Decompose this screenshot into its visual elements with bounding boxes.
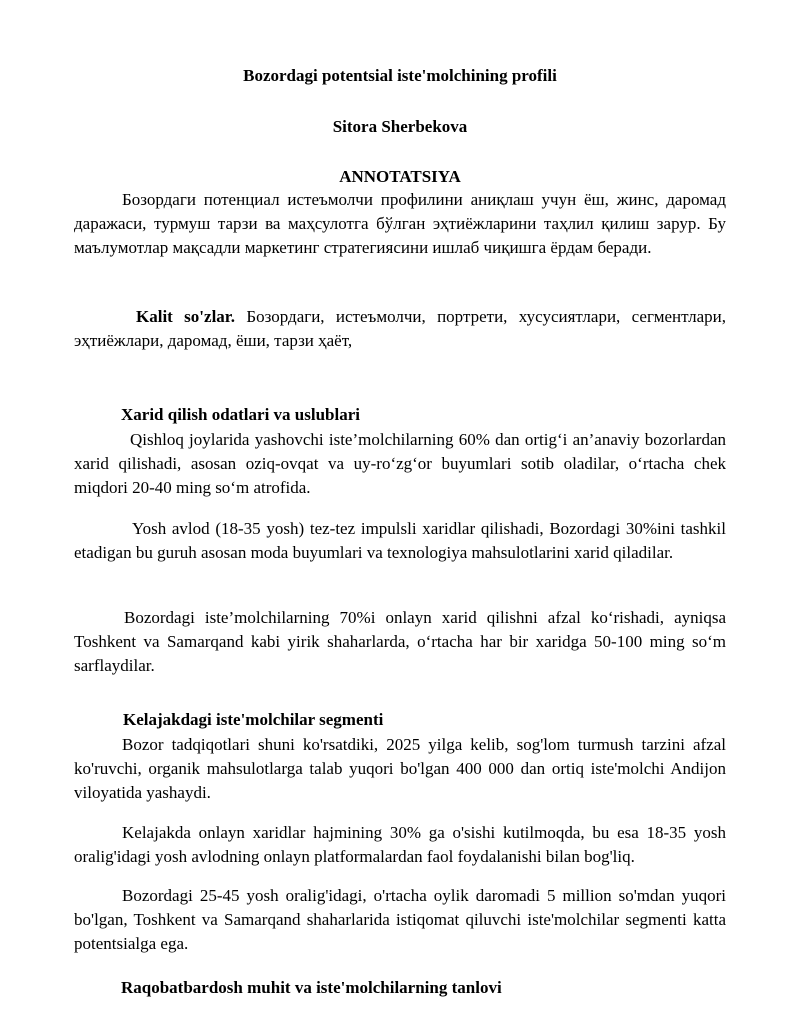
annotation-text: Бозордаги потенциал истеъмолчи профилини аниқлаш учун ёш, жинс, даромад даражаси, турмуш тарзи ва маҳсулотга бўлган эҳтиёжларини таҳлил қилиш зарур. Бу маълумотлар мақсадли маркетинг стратегиясини ишлаб чиқишга ёрдам беради. <box>74 190 726 257</box>
keywords-text: Бозордаги, истеъмолчи, портрети, хусусиятлари, сегментлари, эҳтиёжлари, даромад, ёши, тарзи ҳаёт, <box>74 307 726 350</box>
paragraph: Qishloq joylarida yashovchi iste’molchilarning 60% dan ortig‘i an’anaviy bozorlardan xarid qilishadi, asosan oziq-ovqat va uy-ro‘zg‘or buyumlari sotib oladilar, o‘rtacha chek miqdori 20-40 ming so‘m atrofida. <box>74 430 726 497</box>
paragraph: Kelajakda onlayn xaridlar hajmining 30% ga o'sishi kutilmoqda, bu esa 18-35 yosh oralig'idagi yosh avlodning onlayn platformalardan faol foydalanishi bilan bog'liq. <box>74 823 726 866</box>
keywords-label: Kalit so'zlar. <box>136 307 236 326</box>
annotation-heading: ANNOTATSIYA <box>339 167 461 186</box>
paragraph: Bozor tadqiqotlari shuni ko'rsatdiki, 2025 yilga kelib, sog'lom turmush tarzini afzal ko'ruvchi, organik mahsulotlarga talab yuqori bo'lgan 400 000 dan ortiq iste'molchi Andijon viloyatida yashaydi. <box>74 735 726 802</box>
paragraph: Yosh avlod (18-35 yosh) tez-tez impulsli xaridlar qilishadi, Bozordagi 30%ini tashkil etadigan bu guruh asosan moda buyumlari va texnologiya mahsulotlarini xarid qiladilar. <box>74 519 726 562</box>
keywords-paragraph <box>74 305 726 353</box>
section-heading-future-segment: Kelajakdagi iste'molchilar segmenti <box>123 710 384 729</box>
document-title: Bozordagi potentsial iste'molchining profili <box>243 66 557 85</box>
paragraph: Bozordagi 25-45 yosh oralig'idagi, o'rtacha oylik daromadi 5 million so'mdan yuqori bo'lgan, Toshkent va Samarqand shaharlarida istiqomat qiluvchi iste'molchilar segmenti katta potentsialga ega. <box>74 886 726 953</box>
author-name: Sitora Sherbekova <box>332 117 468 136</box>
section-heading-competition: Raqobatbardosh muhit va iste'molchilarning tanlovi <box>121 978 502 997</box>
paragraph: Bozordagi iste’molchilarning 70%i onlayn xarid qilishni afzal ko‘rishadi, ayniqsa Toshkent va Samarqand kabi yirik shaharlarda, o‘rtacha har bir xaridga 50-100 ming so‘m sarflaydilar. <box>74 608 726 675</box>
section-heading-shopping-habits: Xarid qilish odatlari va uslublari <box>121 405 360 424</box>
